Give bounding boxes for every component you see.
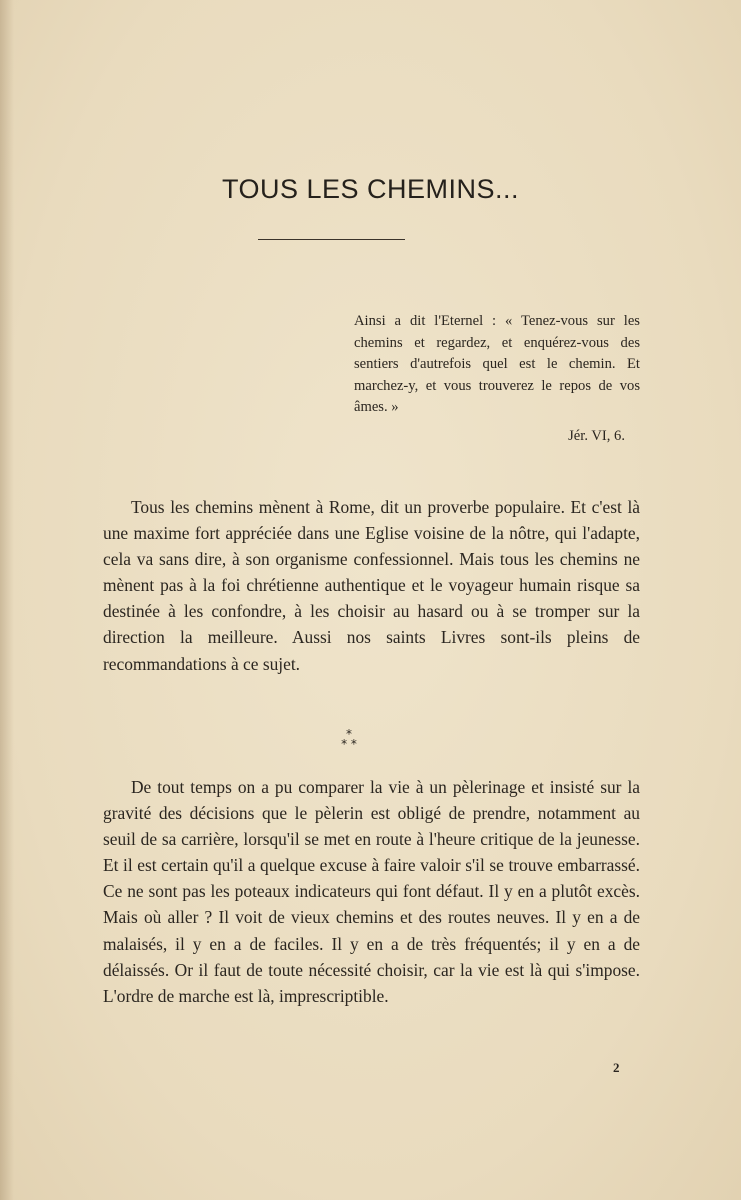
title-divider <box>258 239 405 240</box>
paragraph-text: De tout temps on a pu comparer la vie à un pèlerinage et insisté sur la gravité des décisions que le pèlerin est obligé de prendre, notamment au seuil de sa carrière, lorsqu'il se met en route à l'heure critique de la jeunesse. Et il est certain qu'il a quelque excuse à faire valoir s'il se trouve embarrassé. Ce ne sont pas les poteaux indicateurs qui font défaut. Il y en a plutôt excès. Mais où aller ? Il voit de vieux chemins et des routes neuves. Il y en a de malaisés, il y en a de faciles. Il y en a de très fréquentés; il y en a de délaissés. Or il faut de toute nécessité choisir, car la vie est là qui s'impose. L'ordre de marche est là, imprescriptible. <box>103 777 640 1006</box>
epigraph-text: Ainsi a dit l'Eternel : « Tenez-vous sur les chemins et regardez, et enquérez-vous des sentiers d'autrefois quel est le chemin. Et marchez-y, et vous trouverez le repos de vos âmes. » <box>354 313 640 415</box>
chapter-title: TOUS LES CHEMINS... <box>221 174 520 204</box>
epigraph-reference: Jér. VI, 6. <box>568 428 625 444</box>
section-asterism: * * * <box>341 727 357 751</box>
paragraph-text: Tous les chemins mènent à Rome, dit un proverbe populaire. Et c'est là une maxime fort appréciée dans une Eglise voisine de la nôtre, qui l'adapte, cela va sans dire, à son organisme confessionnel. Mais tous les chemins ne mènent pas à la foi chrétienne authentique et le voyageur humain risque sa destinée à les confondre, à les choisir au hasard ou à se tromper sur la direction la meilleure. Aussi nos saints Livres sont-ils pleins de recommandations à ce sujet. <box>103 497 640 674</box>
body-paragraph-2 <box>103 774 640 1009</box>
page-number: 2 <box>613 1060 620 1075</box>
body-paragraph-1 <box>103 494 640 677</box>
